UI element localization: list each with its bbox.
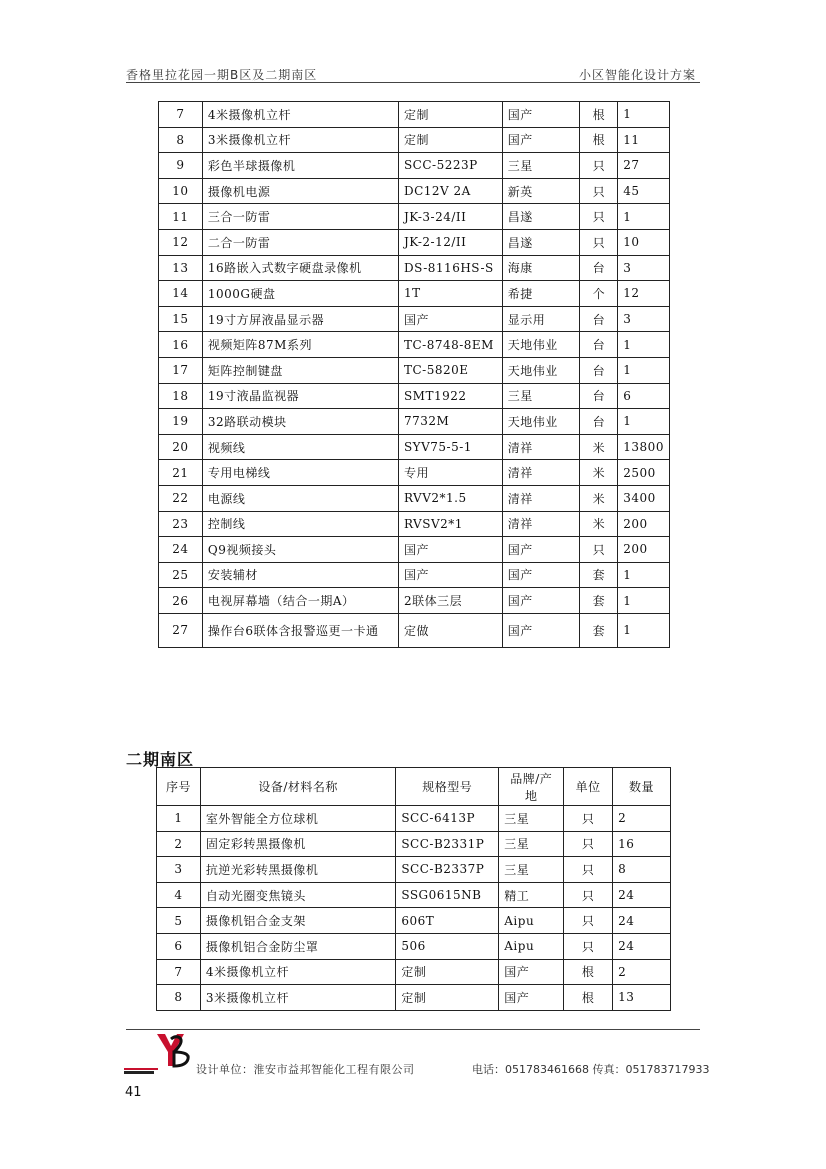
cell-index: 2: [157, 831, 201, 857]
table-header-row: [157, 768, 671, 806]
cell-index: 11: [159, 204, 203, 230]
cell-name: 固定彩转黑摄像机: [200, 831, 395, 857]
cell-brand: 天地伟业: [502, 332, 580, 358]
cell-unit: 只: [580, 229, 618, 255]
cell-brand: 国产: [502, 588, 580, 614]
cell-model: SYV75-5-1: [398, 434, 502, 460]
cell-unit: 套: [580, 588, 618, 614]
cell-index: 1: [157, 806, 201, 832]
cell-index: 21: [159, 460, 203, 486]
table-row: [159, 485, 670, 511]
cell-name: Q9视频接头: [202, 537, 398, 563]
cell-unit: 只: [580, 537, 618, 563]
cell-index: 6: [157, 933, 201, 959]
cell-index: 24: [159, 537, 203, 563]
cell-name: 彩色半球摄像机: [202, 153, 398, 179]
table-row: [159, 255, 670, 281]
cell-name: 自动光圈变焦镜头: [200, 882, 395, 908]
table-row: [159, 460, 670, 486]
cell-qty: 13800: [618, 434, 670, 460]
cell-qty: 1: [618, 102, 670, 128]
cell-model: SCC-B2337P: [396, 857, 499, 883]
section-title: 二期南区: [126, 750, 195, 769]
table-row: [159, 153, 670, 179]
cell-brand: 清祥: [502, 485, 580, 511]
cell-unit: 根: [580, 102, 618, 128]
cell-unit: 台: [580, 383, 618, 409]
cell-index: 8: [157, 985, 201, 1011]
cell-unit: 台: [580, 332, 618, 358]
cell-index: 7: [159, 102, 203, 128]
table-row: [159, 229, 670, 255]
cell-brand: 三星: [499, 857, 564, 883]
cell-model: 国产: [398, 306, 502, 332]
cell-unit: 台: [580, 255, 618, 281]
cell-model: RVV2*1.5: [398, 485, 502, 511]
cell-model: RVSV2*1: [398, 511, 502, 537]
footer-design-unit: 设计单位：淮安市益邦智能化工程有限公司: [196, 1063, 415, 1076]
cell-brand: 显示用: [502, 306, 580, 332]
cell-index: 8: [159, 127, 203, 153]
cell-index: 16: [159, 332, 203, 358]
cell-unit: 米: [580, 434, 618, 460]
table-row: [159, 588, 670, 614]
cell-brand: 三星: [502, 383, 580, 409]
cell-index: 26: [159, 588, 203, 614]
cell-model: 国产: [398, 562, 502, 588]
company-logo: [124, 1032, 192, 1078]
cell-model: 定制: [398, 102, 502, 128]
cell-brand: 国产: [499, 985, 564, 1011]
cell-name: 抗逆光彩转黑摄像机: [200, 857, 395, 883]
cell-index: 10: [159, 178, 203, 204]
cell-index: 7: [157, 959, 201, 985]
cell-index: 23: [159, 511, 203, 537]
cell-unit: 台: [580, 357, 618, 383]
cell-unit: 米: [580, 460, 618, 486]
cell-qty: 11: [618, 127, 670, 153]
cell-brand: 清祥: [502, 460, 580, 486]
col-header-index: 序号: [157, 768, 201, 806]
table-row: [159, 102, 670, 128]
cell-qty: 16: [613, 831, 671, 857]
cell-model: 7732M: [398, 409, 502, 435]
cell-brand: 国产: [502, 127, 580, 153]
cell-index: 5: [157, 908, 201, 934]
cell-model: TC-5820E: [398, 357, 502, 383]
table-row: [157, 882, 671, 908]
cell-name: 4米摄像机立杆: [200, 959, 395, 985]
cell-qty: 200: [618, 511, 670, 537]
cell-model: SCC-B2331P: [396, 831, 499, 857]
cell-unit: 根: [564, 959, 613, 985]
cell-qty: 24: [613, 933, 671, 959]
cell-qty: 24: [613, 908, 671, 934]
cell-index: 13: [159, 255, 203, 281]
cell-model: SMT1922: [398, 383, 502, 409]
cell-brand: 国产: [502, 537, 580, 563]
col-header-name: 设备/材料名称: [200, 768, 395, 806]
cell-name: 3米摄像机立杆: [202, 127, 398, 153]
table-row: [159, 409, 670, 435]
cell-unit: 台: [580, 409, 618, 435]
cell-model: 506: [396, 933, 499, 959]
cell-name: 4米摄像机立杆: [202, 102, 398, 128]
cell-qty: 2: [613, 959, 671, 985]
cell-name: 32路联动模块: [202, 409, 398, 435]
cell-model: 定制: [396, 959, 499, 985]
cell-name: 专用电梯线: [202, 460, 398, 486]
cell-name: 19寸液晶监视器: [202, 383, 398, 409]
cell-brand: 海康: [502, 255, 580, 281]
footer-contact: 电话：051783461668 传真：051783717933: [472, 1063, 710, 1076]
cell-brand: 清祥: [502, 511, 580, 537]
cell-brand: 新英: [502, 178, 580, 204]
cell-model: 1T: [398, 281, 502, 307]
cell-name: 电源线: [202, 485, 398, 511]
cell-index: 12: [159, 229, 203, 255]
cell-name: 三合一防雷: [202, 204, 398, 230]
cell-qty: 12: [618, 281, 670, 307]
col-header-unit: 单位: [564, 768, 613, 806]
table-row: [159, 204, 670, 230]
cell-qty: 2: [613, 806, 671, 832]
cell-index: 22: [159, 485, 203, 511]
table-row: [159, 613, 670, 647]
cell-model: SSG0615NB: [396, 882, 499, 908]
table-row: [159, 511, 670, 537]
cell-qty: 1: [618, 409, 670, 435]
cell-model: DC12V 2A: [398, 178, 502, 204]
cell-brand: 三星: [502, 153, 580, 179]
table-row: [157, 831, 671, 857]
cell-qty: 27: [618, 153, 670, 179]
cell-qty: 3: [618, 306, 670, 332]
cell-model: 606T: [396, 908, 499, 934]
cell-name: 安装辅材: [202, 562, 398, 588]
cell-index: 19: [159, 409, 203, 435]
cell-index: 15: [159, 306, 203, 332]
cell-brand: Aipu: [499, 908, 564, 934]
cell-index: 9: [159, 153, 203, 179]
cell-name: 视频矩阵87M系列: [202, 332, 398, 358]
cell-unit: 只: [564, 806, 613, 832]
header-right-title: 小区智能化设计方案: [578, 68, 696, 82]
cell-qty: 45: [618, 178, 670, 204]
cell-qty: 1: [618, 332, 670, 358]
table-row: [157, 985, 671, 1011]
cell-index: 27: [159, 613, 203, 647]
cell-model: 定制: [398, 127, 502, 153]
cell-unit: 只: [564, 882, 613, 908]
table-row: [157, 806, 671, 832]
cell-brand: 国产: [499, 959, 564, 985]
header-divider: [126, 82, 700, 83]
cell-model: JK-3-24/II: [398, 204, 502, 230]
table-row: [159, 357, 670, 383]
cell-qty: 1: [618, 613, 670, 647]
cell-name: 16路嵌入式数字硬盘录像机: [202, 255, 398, 281]
table-row: [157, 933, 671, 959]
table-row: [157, 959, 671, 985]
col-header-brand: 品牌/产地: [499, 768, 564, 806]
page-number: 41: [125, 1085, 142, 1100]
cell-brand: 昌遂: [502, 204, 580, 230]
cell-unit: 只: [580, 178, 618, 204]
cell-qty: 13: [613, 985, 671, 1011]
cell-index: 20: [159, 434, 203, 460]
cell-model: SCC-5223P: [398, 153, 502, 179]
table-row: [157, 857, 671, 883]
cell-unit: 只: [580, 153, 618, 179]
cell-unit: 只: [580, 204, 618, 230]
cell-name: 电视屏幕墙（结合一期A）: [202, 588, 398, 614]
cell-name: 摄像机铝合金防尘罩: [200, 933, 395, 959]
cell-model: DS-8116HS-S: [398, 255, 502, 281]
cell-qty: 2500: [618, 460, 670, 486]
cell-model: 2联体三层: [398, 588, 502, 614]
cell-model: TC-8748-8EM: [398, 332, 502, 358]
table-row: [159, 306, 670, 332]
cell-brand: 精工: [499, 882, 564, 908]
cell-brand: 国产: [502, 102, 580, 128]
table-row: [159, 562, 670, 588]
table-row: [159, 537, 670, 563]
cell-brand: 天地伟业: [502, 409, 580, 435]
cell-unit: 只: [564, 831, 613, 857]
cell-brand: 天地伟业: [502, 357, 580, 383]
cell-brand: 国产: [502, 613, 580, 647]
cell-unit: 根: [580, 127, 618, 153]
cell-brand: 清祥: [502, 434, 580, 460]
cell-qty: 3: [618, 255, 670, 281]
equipment-table-1: [158, 101, 670, 648]
cell-model: 定做: [398, 613, 502, 647]
cell-unit: 个: [580, 281, 618, 307]
cell-model: 专用: [398, 460, 502, 486]
cell-qty: 8: [613, 857, 671, 883]
cell-index: 14: [159, 281, 203, 307]
cell-name: 室外智能全方位球机: [200, 806, 395, 832]
table-row: [159, 178, 670, 204]
cell-unit: 只: [564, 857, 613, 883]
cell-qty: 24: [613, 882, 671, 908]
cell-unit: 套: [580, 613, 618, 647]
cell-name: 操作台6联体含报警巡更一卡通: [202, 613, 398, 647]
cell-unit: 米: [580, 485, 618, 511]
table-row: [159, 434, 670, 460]
cell-unit: 套: [580, 562, 618, 588]
cell-qty: 1: [618, 588, 670, 614]
cell-brand: Aipu: [499, 933, 564, 959]
cell-unit: 台: [580, 306, 618, 332]
cell-unit: 根: [564, 985, 613, 1011]
cell-name: 视频线: [202, 434, 398, 460]
col-header-qty: 数量: [613, 768, 671, 806]
cell-name: 19寸方屏液晶显示器: [202, 306, 398, 332]
cell-brand: 三星: [499, 806, 564, 832]
cell-qty: 1: [618, 357, 670, 383]
cell-qty: 6: [618, 383, 670, 409]
cell-index: 25: [159, 562, 203, 588]
cell-brand: 希捷: [502, 281, 580, 307]
cell-model: 国产: [398, 537, 502, 563]
cell-model: JK-2-12/II: [398, 229, 502, 255]
cell-model: 定制: [396, 985, 499, 1011]
cell-name: 3米摄像机立杆: [200, 985, 395, 1011]
cell-model: SCC-6413P: [396, 806, 499, 832]
table-row: [159, 332, 670, 358]
cell-unit: 米: [580, 511, 618, 537]
table-row: [157, 908, 671, 934]
table-row: [159, 383, 670, 409]
header-left-title: 香格里拉花园一期B区及二期南区: [126, 68, 318, 82]
cell-name: 矩阵控制键盘: [202, 357, 398, 383]
cell-index: 4: [157, 882, 201, 908]
cell-index: 18: [159, 383, 203, 409]
cell-brand: 三星: [499, 831, 564, 857]
cell-brand: 昌遂: [502, 229, 580, 255]
cell-name: 摄像机铝合金支架: [200, 908, 395, 934]
cell-unit: 只: [564, 908, 613, 934]
footer-divider: [126, 1029, 700, 1030]
cell-qty: 10: [618, 229, 670, 255]
table-row: [159, 281, 670, 307]
equipment-table-2: [156, 767, 671, 1011]
table-row: [159, 127, 670, 153]
cell-name: 二合一防雷: [202, 229, 398, 255]
cell-qty: 200: [618, 537, 670, 563]
cell-qty: 1: [618, 562, 670, 588]
cell-index: 17: [159, 357, 203, 383]
cell-unit: 只: [564, 933, 613, 959]
cell-name: 控制线: [202, 511, 398, 537]
cell-name: 摄像机电源: [202, 178, 398, 204]
cell-name: 1000G硬盘: [202, 281, 398, 307]
cell-qty: 3400: [618, 485, 670, 511]
cell-index: 3: [157, 857, 201, 883]
col-header-model: 规格型号: [396, 768, 499, 806]
cell-brand: 国产: [502, 562, 580, 588]
cell-qty: 1: [618, 204, 670, 230]
